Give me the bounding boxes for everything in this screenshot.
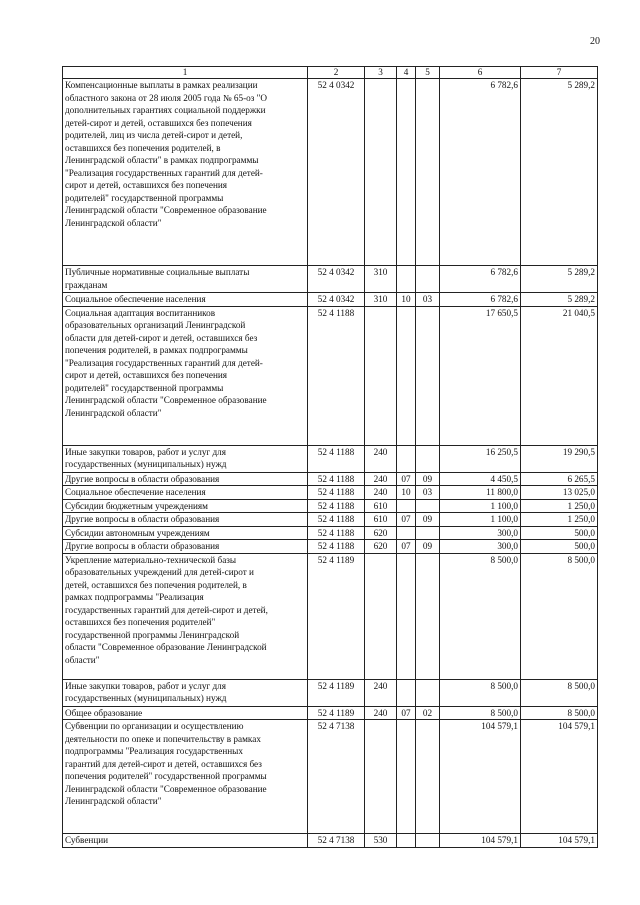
- row-value-2014: 1 100,0: [440, 499, 521, 513]
- row-pr: 09: [416, 513, 440, 527]
- row-name: Субсидии автономным учреждениям: [63, 526, 308, 540]
- row-vr: 240: [365, 472, 397, 486]
- table-row: [63, 293, 598, 307]
- column-header: 1: [63, 67, 308, 79]
- column-header: 3: [365, 67, 397, 79]
- column-header: 6: [440, 67, 521, 79]
- row-value-2015: 5 289,2: [521, 293, 598, 307]
- row-name: Иные закупки товаров, работ и услуг для государственных (муниципальных) нужд: [63, 445, 308, 472]
- row-code: 52 4 1189: [308, 679, 365, 706]
- row-name: Общее образование: [63, 706, 308, 720]
- row-vr: [365, 720, 397, 834]
- row-value-2014: 1 100,0: [440, 513, 521, 527]
- row-vr: 240: [365, 486, 397, 500]
- table-row: [63, 486, 598, 500]
- row-vr: [365, 79, 397, 266]
- column-header: 4: [397, 67, 416, 79]
- row-code: 52 4 1188: [308, 540, 365, 554]
- row-value-2015: 104 579,1: [521, 720, 598, 834]
- row-code: 52 4 0342: [308, 266, 365, 293]
- row-pr: [416, 499, 440, 513]
- row-value-2014: 8 500,0: [440, 679, 521, 706]
- row-pr: 02: [416, 706, 440, 720]
- row-code: 52 4 7138: [308, 720, 365, 834]
- row-pr: [416, 266, 440, 293]
- row-rz: 10: [397, 486, 416, 500]
- row-code: 52 4 1189: [308, 706, 365, 720]
- row-value-2014: 4 450,5: [440, 472, 521, 486]
- row-name: Другие вопросы в области образования: [63, 472, 308, 486]
- table-row: [63, 526, 598, 540]
- row-rz: 07: [397, 513, 416, 527]
- column-header: 2: [308, 67, 365, 79]
- row-rz: [397, 526, 416, 540]
- row-value-2015: 500,0: [521, 540, 598, 554]
- row-value-2014: 300,0: [440, 526, 521, 540]
- row-pr: 03: [416, 486, 440, 500]
- row-rz: 07: [397, 706, 416, 720]
- row-pr: 09: [416, 540, 440, 554]
- table-row: [63, 540, 598, 554]
- row-rz: [397, 499, 416, 513]
- row-rz: [397, 834, 416, 848]
- budget-table: [62, 66, 598, 848]
- row-rz: [397, 720, 416, 834]
- row-value-2015: 1 250,0: [521, 499, 598, 513]
- row-name: Социальная адаптация воспитанников образовательных организаций Ленинградской области для детей-сирот и детей, оставшихся без попечения родителей, в рамках подпрограммы "Реализация государственных гарантий для детей- сирот и детей, оставшихся без попечения родителей" государственной программы Ленинградской области "Современное образование Ленинградской области": [63, 306, 308, 445]
- row-name: Другие вопросы в области образования: [63, 540, 308, 554]
- row-pr: [416, 679, 440, 706]
- row-pr: [416, 526, 440, 540]
- row-vr: 310: [365, 293, 397, 307]
- row-value-2015: 19 290,5: [521, 445, 598, 472]
- row-vr: 530: [365, 834, 397, 848]
- row-pr: [416, 79, 440, 266]
- row-code: 52 4 0342: [308, 293, 365, 307]
- row-value-2015: 1 250,0: [521, 513, 598, 527]
- row-value-2014: 6 782,6: [440, 79, 521, 266]
- table-row: [63, 499, 598, 513]
- row-rz: [397, 445, 416, 472]
- row-value-2014: 104 579,1: [440, 720, 521, 834]
- row-value-2014: 6 782,6: [440, 293, 521, 307]
- row-name: Субвенции по организации и осуществлению деятельности по опеке и попечительству в рамках подпрограммы "Реализация государственных гарантий для детей-сирот и детей, оставшихся без попечения родителей" государственной программы Ленинградской области "Современное образование Ленинградской области": [63, 720, 308, 834]
- row-code: 52 4 1188: [308, 526, 365, 540]
- row-name: Публичные нормативные социальные выплаты гражданам: [63, 266, 308, 293]
- row-value-2015: 5 289,2: [521, 79, 598, 266]
- row-name: Укрепление материально-технической базы образовательных учреждений для детей-сирот и детей, оставшихся без попечения родителей, в рамках подпрограммы "Реализация государственных гарантий для детей-сирот и детей, оставшихся без попечения родителей" государственной программы Ленинградской области "Современное образование Ленинградской области": [63, 553, 308, 679]
- row-vr: 240: [365, 445, 397, 472]
- column-header: 7: [521, 67, 598, 79]
- row-rz: 10: [397, 293, 416, 307]
- row-vr: 240: [365, 679, 397, 706]
- row-value-2014: 104 579,1: [440, 834, 521, 848]
- row-value-2014: 17 650,5: [440, 306, 521, 445]
- page-number: 20: [590, 36, 600, 47]
- row-code: 52 4 7138: [308, 834, 365, 848]
- row-value-2015: 8 500,0: [521, 553, 598, 679]
- row-value-2015: 21 040,5: [521, 306, 598, 445]
- row-name: Социальное обеспечение населения: [63, 293, 308, 307]
- row-name: Социальное обеспечение населения: [63, 486, 308, 500]
- row-vr: 240: [365, 706, 397, 720]
- row-vr: 620: [365, 526, 397, 540]
- row-code: 52 4 0342: [308, 79, 365, 266]
- row-rz: 07: [397, 472, 416, 486]
- row-pr: [416, 553, 440, 679]
- row-rz: [397, 79, 416, 266]
- row-code: 52 4 1188: [308, 445, 365, 472]
- row-value-2014: 6 782,6: [440, 266, 521, 293]
- row-code: 52 4 1188: [308, 499, 365, 513]
- row-pr: [416, 720, 440, 834]
- row-code: 52 4 1188: [308, 513, 365, 527]
- table-row: [63, 553, 598, 679]
- table-row: [63, 706, 598, 720]
- row-name: Компенсационные выплаты в рамках реализации областного закона от 28 июля 2005 года № 65-оз "О дополнительных гарантиях социальной поддержки детей-сирот и детей, оставшихся без попечения родителей, лиц из числа детей-сирот и детей, оставшихся без попечения родителей, в Ленинградской области" в рамках подпрограммы "Реализация государственных гарантий для детей- сирот и детей, оставшихся без попечения родителей" государственной программы Ленинградской области "Современное образование Ленинградской области": [63, 79, 308, 266]
- row-value-2015: 5 289,2: [521, 266, 598, 293]
- row-pr: [416, 445, 440, 472]
- row-pr: 03: [416, 293, 440, 307]
- column-header: 5: [416, 67, 440, 79]
- row-vr: 610: [365, 513, 397, 527]
- row-vr: 610: [365, 499, 397, 513]
- row-name: Другие вопросы в области образования: [63, 513, 308, 527]
- row-value-2014: 8 500,0: [440, 706, 521, 720]
- row-vr: [365, 306, 397, 445]
- row-name: Субсидии бюджетным учреждениям: [63, 499, 308, 513]
- row-code: 52 4 1188: [308, 486, 365, 500]
- row-name: Иные закупки товаров, работ и услуг для государственных (муниципальных) нужд: [63, 679, 308, 706]
- row-value-2014: 8 500,0: [440, 553, 521, 679]
- row-value-2015: 500,0: [521, 526, 598, 540]
- row-value-2015: 104 579,1: [521, 834, 598, 848]
- table-row: [63, 306, 598, 445]
- row-value-2015: 6 265,5: [521, 472, 598, 486]
- row-rz: [397, 679, 416, 706]
- table-row: [63, 513, 598, 527]
- row-vr: 620: [365, 540, 397, 554]
- table-row: [63, 720, 598, 834]
- row-pr: [416, 834, 440, 848]
- row-value-2014: 300,0: [440, 540, 521, 554]
- row-rz: [397, 553, 416, 679]
- row-value-2015: 13 025,0: [521, 486, 598, 500]
- row-rz: [397, 266, 416, 293]
- table-row: [63, 472, 598, 486]
- row-pr: 09: [416, 472, 440, 486]
- table-row: [63, 834, 598, 848]
- column-number-row: [63, 67, 598, 79]
- row-code: 52 4 1188: [308, 472, 365, 486]
- row-code: 52 4 1189: [308, 553, 365, 679]
- row-rz: [397, 306, 416, 445]
- table-row: [63, 266, 598, 293]
- row-vr: [365, 553, 397, 679]
- row-name: Субвенции: [63, 834, 308, 848]
- row-value-2014: 11 800,0: [440, 486, 521, 500]
- row-code: 52 4 1188: [308, 306, 365, 445]
- row-rz: 07: [397, 540, 416, 554]
- row-value-2015: 8 500,0: [521, 679, 598, 706]
- row-vr: 310: [365, 266, 397, 293]
- table-row: [63, 679, 598, 706]
- table-row: [63, 79, 598, 266]
- row-pr: [416, 306, 440, 445]
- row-value-2014: 16 250,5: [440, 445, 521, 472]
- row-value-2015: 8 500,0: [521, 706, 598, 720]
- table-row: [63, 445, 598, 472]
